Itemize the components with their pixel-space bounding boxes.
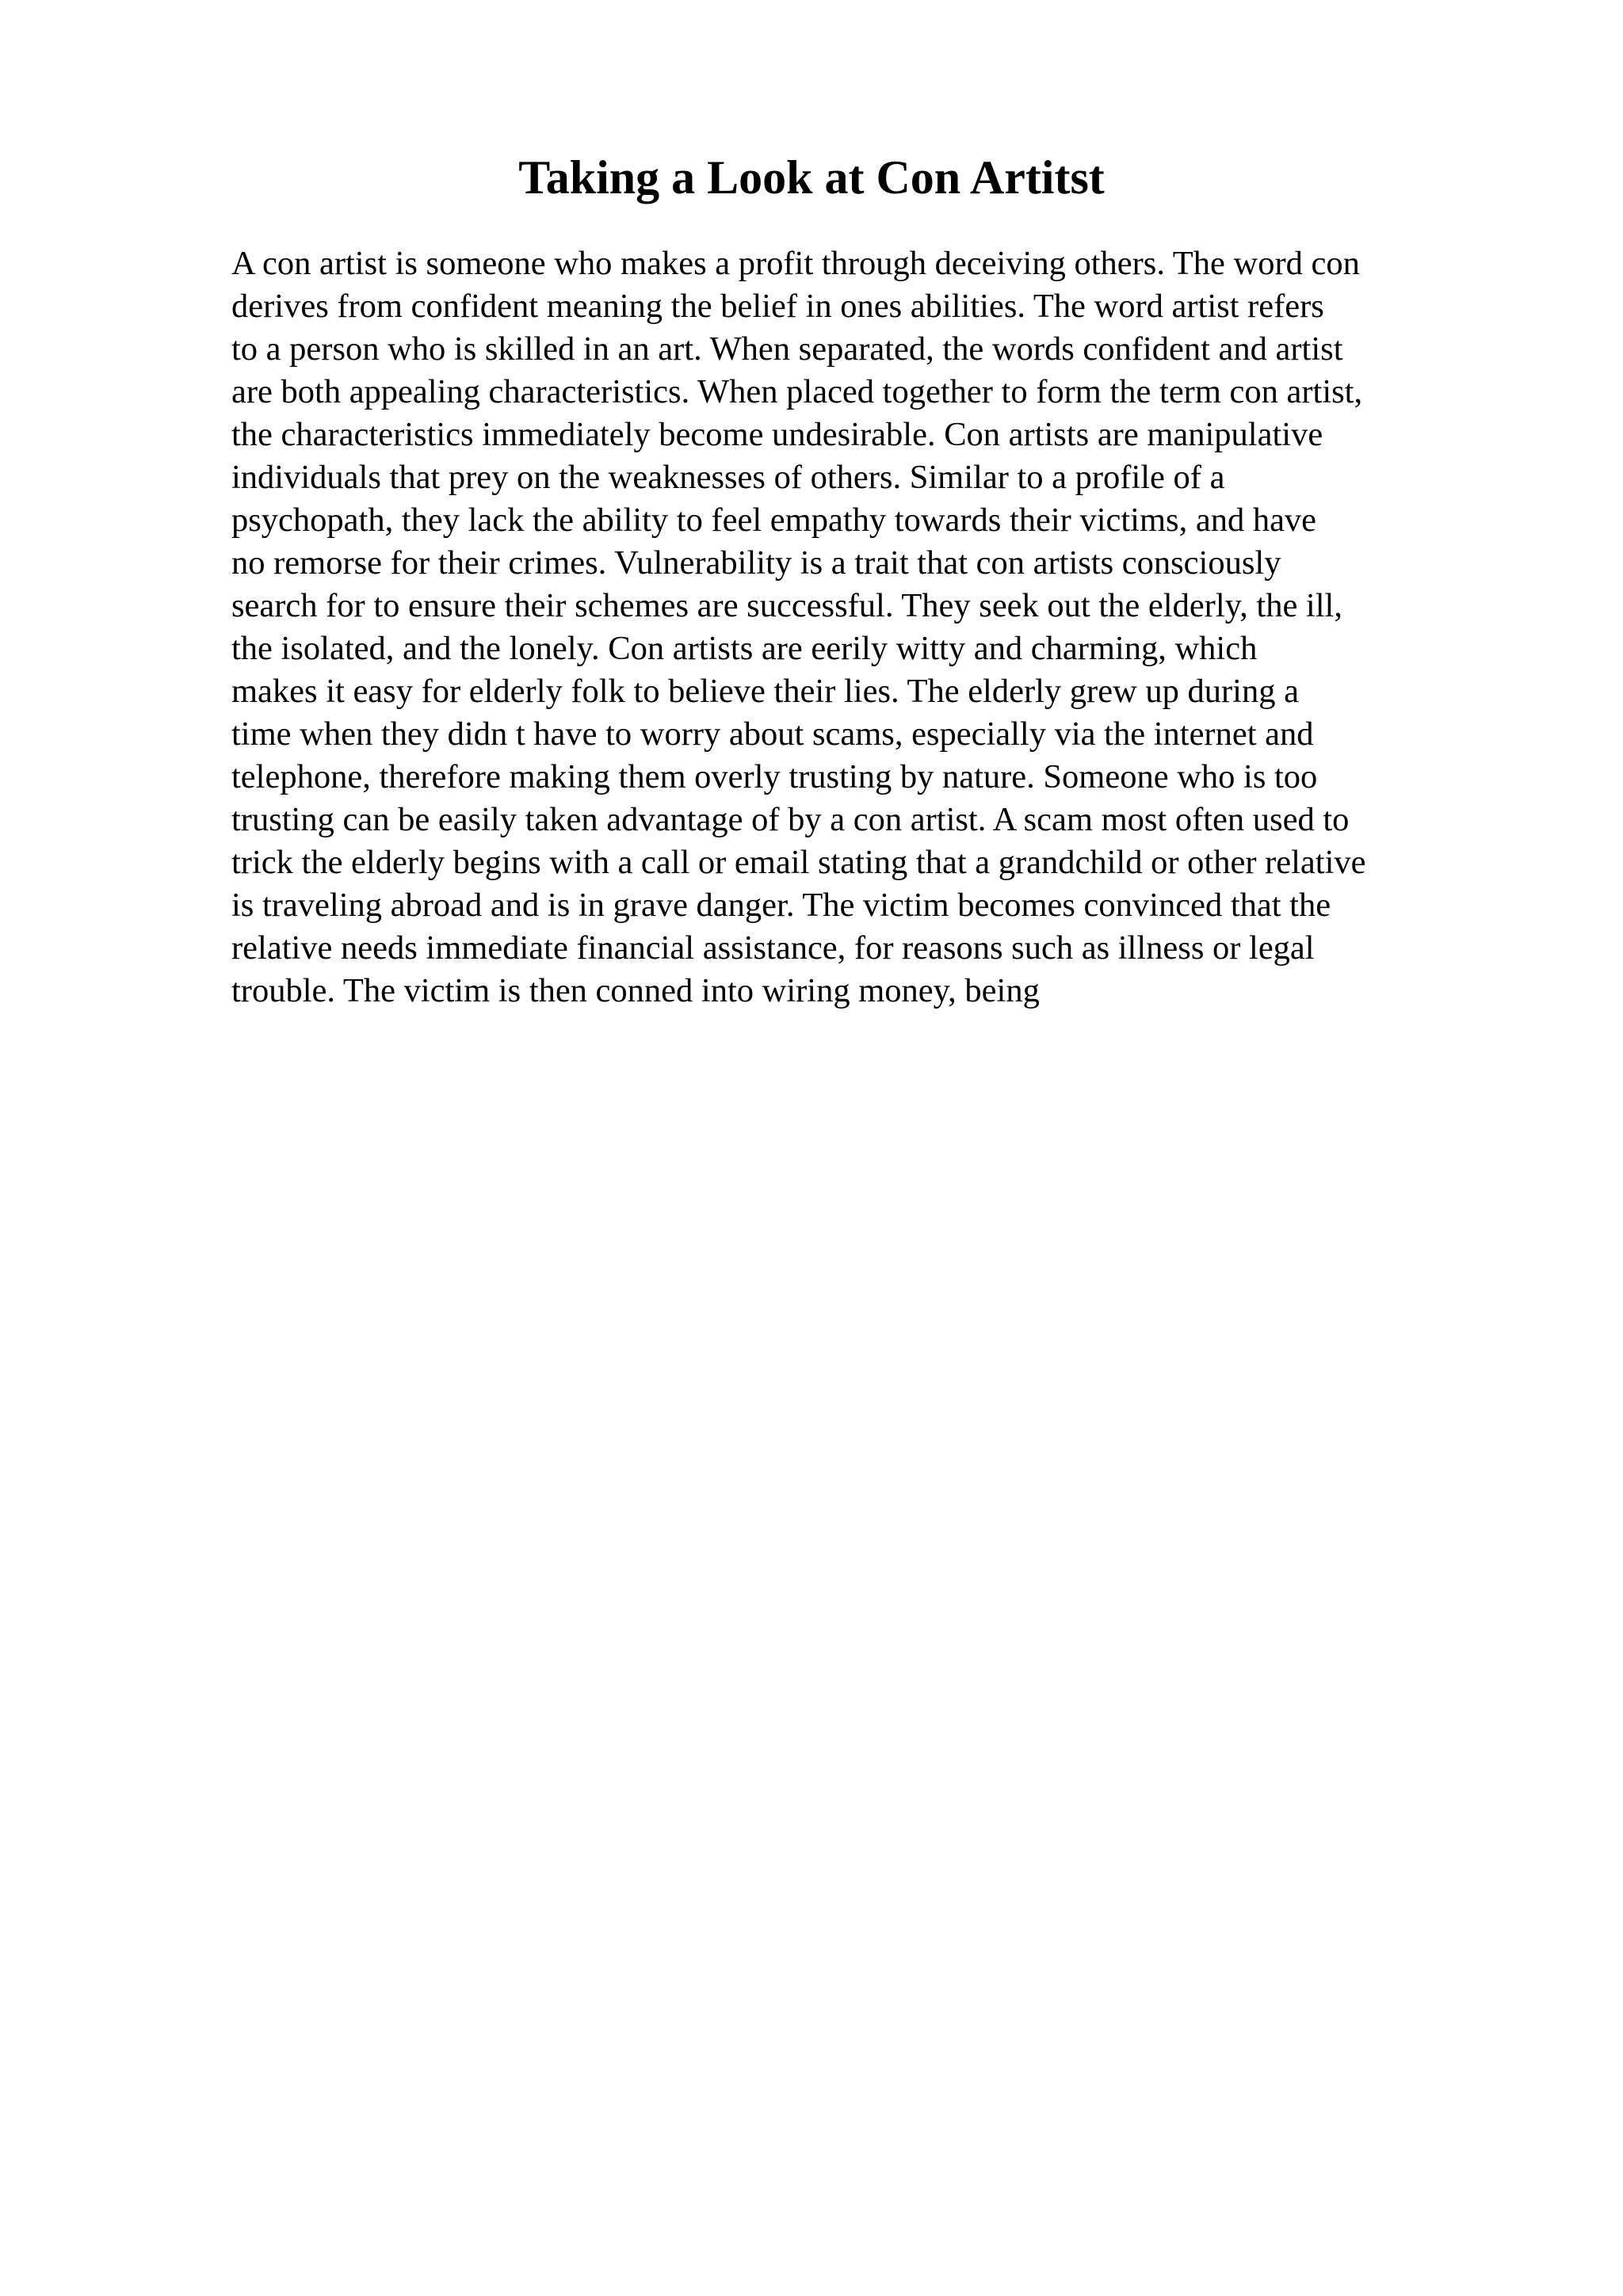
text-line: the isolated, and the lonely. Con artists are eerily witty and charming, which [231, 630, 1258, 667]
text-line: A con artist is someone who makes a profit through deceiving others. The word con [231, 245, 1360, 282]
text-line: the characteristics immediately become undesirable. Con artists are manipulative [231, 416, 1323, 453]
text-line: no remorse for their crimes. Vulnerability is a trait that con artists consciously [231, 544, 1281, 582]
text-line: telephone, therefore making them overly trusting by nature. Someone who is too [231, 758, 1318, 795]
text-line: relative needs immediate financial assistance, for reasons such as illness or legal [231, 929, 1315, 967]
text-line: individuals that prey on the weaknesses of others. Similar to a profile of a [231, 459, 1225, 496]
document-title: Taking a Look at Con Artitst [518, 151, 1105, 204]
text-line: to a person who is skilled in an art. When separated, the words confident and artist [231, 330, 1343, 368]
text-line: psychopath, they lack the ability to feel empathy towards their victims, and have [231, 502, 1317, 539]
text-line: trusting can be easily taken advantage of by a con artist. A scam most often used to [231, 801, 1350, 838]
text-line: trouble. The victim is then conned into wiring money, being [231, 972, 1040, 1009]
text-line: derives from confident meaning the belief in ones abilities. The word artist refers [231, 288, 1324, 325]
text-line: makes it easy for elderly folk to believe their lies. The elderly grew up during a [231, 673, 1299, 710]
text-line: trick the elderly begins with a call or email stating that a grandchild or other relative [231, 844, 1366, 881]
text-line: time when they didn t have to worry about scams, especially via the internet and [231, 715, 1314, 753]
text-line: are both appealing characteristics. When placed together to form the term con artist, [231, 373, 1363, 410]
text-line: search for to ensure their schemes are successful. They seek out the elderly, the ill, [231, 587, 1342, 624]
body-paragraph [231, 242, 1515, 1013]
text-line: is traveling abroad and is in grave danger. The victim becomes convinced that the [231, 887, 1331, 924]
